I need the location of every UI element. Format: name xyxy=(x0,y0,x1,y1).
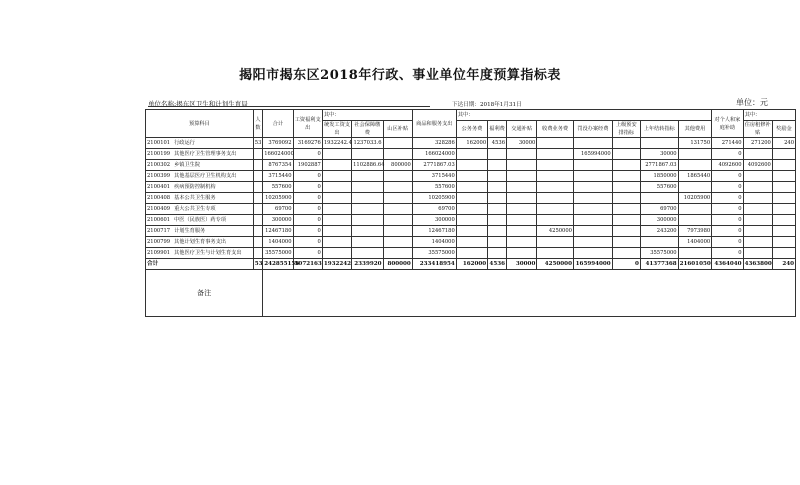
remarks-label: 备注 xyxy=(146,270,263,317)
cell-total: 166024000 xyxy=(263,149,293,160)
total-social: 2339920 xyxy=(352,259,383,270)
cell-wage: 0 xyxy=(293,248,322,259)
cell-special xyxy=(573,248,612,259)
cell-fee xyxy=(537,182,574,193)
cell-fee xyxy=(537,160,574,171)
table-body xyxy=(146,138,796,259)
table-row xyxy=(146,248,796,259)
row-subject xyxy=(146,248,254,259)
cell-other xyxy=(678,248,712,259)
cell-prev xyxy=(640,193,678,204)
cell-carryover xyxy=(612,149,640,160)
total-other: 21601050 xyxy=(678,259,712,270)
header-total: 合计 xyxy=(263,110,293,138)
cell-personal: 0 xyxy=(712,149,743,160)
cell-mountain: 800000 xyxy=(383,160,412,171)
cell-wage: 1902887 xyxy=(293,160,322,171)
total-wage: 5072163 xyxy=(293,259,322,270)
total-wage-basic: 1932242 xyxy=(322,259,351,270)
cell-transport xyxy=(507,215,537,226)
cell-award xyxy=(772,248,795,259)
row-name: 中医（民族医）药专项 xyxy=(174,216,226,223)
cell-total: 557600 xyxy=(263,182,293,193)
cell-special xyxy=(573,215,612,226)
cell-carryover xyxy=(612,171,640,182)
cell-special xyxy=(573,182,612,193)
cell-office xyxy=(456,226,487,237)
cell-social: 1237033.6 xyxy=(352,138,383,149)
cell-housing xyxy=(743,171,772,182)
cell-social xyxy=(352,182,383,193)
header-wage: 工资福利支出 xyxy=(293,110,322,138)
cell-award xyxy=(772,149,795,160)
header-transport: 交通补贴 xyxy=(507,121,537,138)
row-code: 2100799 xyxy=(147,238,171,245)
total-welfare: 4536 xyxy=(488,259,507,270)
total-goods: 233418954 xyxy=(412,259,456,270)
header-award: 奖励金 xyxy=(772,121,795,138)
row-code: 2100409 xyxy=(147,205,171,212)
cell-housing xyxy=(743,204,772,215)
table-row xyxy=(146,160,796,171)
cell-wage-basic xyxy=(322,149,351,160)
cell-welfare xyxy=(488,182,507,193)
cell-award: 240 xyxy=(772,138,795,149)
cell-wage: 0 xyxy=(293,149,322,160)
cell-carryover xyxy=(612,237,640,248)
row-code: 2100399 xyxy=(147,172,171,179)
total-row xyxy=(146,259,796,270)
cell-wage: 0 xyxy=(293,215,322,226)
cell-goods: 12467180 xyxy=(412,226,456,237)
cell-total: 69700 xyxy=(263,204,293,215)
total-office: 162000 xyxy=(456,259,487,270)
cell-welfare xyxy=(488,237,507,248)
table-row xyxy=(146,204,796,215)
cell-special xyxy=(573,204,612,215)
cell-welfare: 4536 xyxy=(488,138,507,149)
row-subject xyxy=(146,204,254,215)
cell-transport xyxy=(507,226,537,237)
cell-transport xyxy=(507,237,537,248)
cell-prev: 1850000 xyxy=(640,171,678,182)
cell-special xyxy=(573,193,612,204)
cell-fee xyxy=(537,204,574,215)
header-goods-sub: 其中： xyxy=(456,110,711,121)
cell-other xyxy=(678,160,712,171)
header-carryover: 上级预安排指标 xyxy=(612,121,640,138)
cell-award xyxy=(772,204,795,215)
cell-housing xyxy=(743,248,772,259)
unit-name-underline xyxy=(148,106,430,107)
cell-mountain xyxy=(383,138,412,149)
cell-wage-basic xyxy=(322,160,351,171)
cell-total: 1404000 xyxy=(263,237,293,248)
cell-wage-basic xyxy=(322,171,351,182)
cell-total: 8767354 xyxy=(263,160,293,171)
cell-prev xyxy=(640,237,678,248)
cell-housing xyxy=(743,237,772,248)
cell-wage-basic xyxy=(322,215,351,226)
row-name: 行政运行 xyxy=(174,139,195,146)
cell-goods: 3715440 xyxy=(412,171,456,182)
cell-transport xyxy=(507,193,537,204)
cell-transport xyxy=(507,204,537,215)
issue-date: 下达日期：2018年1月31日 xyxy=(452,102,522,108)
cell-other: 1404000 xyxy=(678,237,712,248)
total-people: 53 xyxy=(253,259,262,270)
cell-welfare xyxy=(488,215,507,226)
cell-wage: 0 xyxy=(293,182,322,193)
row-name: 其他基层医疗卫生机构支出 xyxy=(174,172,237,179)
cell-people xyxy=(253,204,262,215)
cell-office xyxy=(456,204,487,215)
cell-people xyxy=(253,226,262,237)
cell-carryover xyxy=(612,215,640,226)
cell-welfare xyxy=(488,149,507,160)
header-special: 罚没办案经费 xyxy=(573,121,612,138)
cell-goods: 166024000 xyxy=(412,149,456,160)
cell-wage: 0 xyxy=(293,237,322,248)
cell-special xyxy=(573,226,612,237)
cell-award xyxy=(772,193,795,204)
header-people: 人数 xyxy=(253,110,262,138)
row-subject xyxy=(146,182,254,193)
cell-welfare xyxy=(488,160,507,171)
cell-people xyxy=(253,160,262,171)
cell-personal: 0 xyxy=(712,237,743,248)
cell-other xyxy=(678,204,712,215)
cell-welfare xyxy=(488,171,507,182)
cell-transport xyxy=(507,171,537,182)
cell-housing xyxy=(743,215,772,226)
row-name: 计划生育服务 xyxy=(174,227,206,234)
cell-mountain xyxy=(383,237,412,248)
header-prev: 上年结转指标 xyxy=(640,121,678,138)
cell-welfare xyxy=(488,226,507,237)
cell-other: 7973980 xyxy=(678,226,712,237)
table-row xyxy=(146,226,796,237)
cell-personal: 0 xyxy=(712,182,743,193)
cell-total: 12467180 xyxy=(263,226,293,237)
header-subject: 预算科目 xyxy=(146,110,254,138)
cell-social xyxy=(352,237,383,248)
unit-label: 单位：元 xyxy=(736,98,768,107)
row-code: 2109901 xyxy=(147,249,171,256)
header-goods: 商品和服务支出 xyxy=(412,110,456,138)
cell-people xyxy=(253,171,262,182)
cell-personal: 0 xyxy=(712,226,743,237)
cell-transport xyxy=(507,160,537,171)
row-name: 其他计划生育事务支出 xyxy=(174,238,226,245)
row-code: 2100401 xyxy=(147,183,171,190)
cell-housing xyxy=(743,226,772,237)
cell-office xyxy=(456,193,487,204)
cell-other: 1865440 xyxy=(678,171,712,182)
cell-other xyxy=(678,182,712,193)
cell-wage-basic xyxy=(322,193,351,204)
cell-goods: 10205900 xyxy=(412,193,456,204)
row-subject xyxy=(146,215,254,226)
cell-fee xyxy=(537,248,574,259)
table-header xyxy=(146,110,796,138)
cell-special xyxy=(573,237,612,248)
total-personal: 4364040 xyxy=(712,259,743,270)
header-personal: 对个人和家庭补助 xyxy=(712,110,743,138)
cell-goods: 328286 xyxy=(412,138,456,149)
header-mountain: 山区补贴 xyxy=(383,121,412,138)
cell-carryover xyxy=(612,138,640,149)
cell-personal: 0 xyxy=(712,215,743,226)
cell-wage-basic xyxy=(322,204,351,215)
table-row xyxy=(146,237,796,248)
cell-special xyxy=(573,160,612,171)
cell-wage: 0 xyxy=(293,204,322,215)
budget-table xyxy=(145,109,796,317)
remarks-row xyxy=(146,270,796,317)
total-housing: 4363800 xyxy=(743,259,772,270)
cell-wage: 0 xyxy=(293,193,322,204)
cell-wage-basic xyxy=(322,182,351,193)
header-office: 公务务费 xyxy=(456,121,487,138)
unit-name: 单位名称:揭东区卫生和计划生育局 xyxy=(148,100,248,108)
cell-total: 3769092 xyxy=(263,138,293,149)
cell-special xyxy=(573,138,612,149)
cell-wage: 0 xyxy=(293,226,322,237)
cell-prev: 69700 xyxy=(640,204,678,215)
row-code: 2100199 xyxy=(147,150,171,157)
cell-mountain xyxy=(383,215,412,226)
cell-people: 53 xyxy=(253,138,262,149)
row-name: 其他医疗卫生管理事务支出 xyxy=(174,150,237,157)
cell-mountain xyxy=(383,171,412,182)
cell-social xyxy=(352,193,383,204)
total-carryover: 0 xyxy=(612,259,640,270)
cell-fee xyxy=(537,171,574,182)
cell-fee: 4250000 xyxy=(537,226,574,237)
table-row xyxy=(146,171,796,182)
row-name: 重大公共卫生专项 xyxy=(174,205,216,212)
cell-office xyxy=(456,149,487,160)
cell-carryover xyxy=(612,182,640,193)
cell-housing xyxy=(743,182,772,193)
cell-people xyxy=(253,182,262,193)
cell-total: 3715440 xyxy=(263,171,293,182)
cell-fee xyxy=(537,149,574,160)
cell-goods: 2771867.03 xyxy=(412,160,456,171)
cell-total: 300000 xyxy=(263,215,293,226)
row-subject xyxy=(146,237,254,248)
header-personal-sub: 其中： xyxy=(743,110,795,121)
cell-carryover xyxy=(612,226,640,237)
cell-total: 10205900 xyxy=(263,193,293,204)
cell-social xyxy=(352,149,383,160)
total-mountain: 800000 xyxy=(383,259,412,270)
cell-award xyxy=(772,171,795,182)
cell-people xyxy=(253,149,262,160)
cell-award xyxy=(772,226,795,237)
cell-welfare xyxy=(488,248,507,259)
header-wage-sub: 其中： xyxy=(322,110,412,121)
row-code: 2100408 xyxy=(147,194,171,201)
cell-award xyxy=(772,160,795,171)
row-name: 基本公共卫生服务 xyxy=(174,194,216,201)
cell-mountain xyxy=(383,226,412,237)
table-row xyxy=(146,215,796,226)
cell-wage-basic: 1932242.4 xyxy=(322,138,351,149)
cell-office xyxy=(456,160,487,171)
row-subject xyxy=(146,138,254,149)
cell-welfare xyxy=(488,193,507,204)
cell-prev: 557600 xyxy=(640,182,678,193)
row-name: 其他医疗卫生与计划生育支出 xyxy=(174,249,242,256)
cell-personal: 0 xyxy=(712,204,743,215)
cell-goods: 1404000 xyxy=(412,237,456,248)
row-name: 乡镇卫生院 xyxy=(174,161,201,168)
cell-personal: 271440 xyxy=(712,138,743,149)
cell-carryover xyxy=(612,193,640,204)
cell-social xyxy=(352,226,383,237)
cell-carryover xyxy=(612,160,640,171)
cell-award xyxy=(772,182,795,193)
cell-goods: 69700 xyxy=(412,204,456,215)
row-subject xyxy=(146,160,254,171)
cell-office xyxy=(456,237,487,248)
cell-other xyxy=(678,215,712,226)
cell-social xyxy=(352,248,383,259)
cell-mountain xyxy=(383,182,412,193)
table-row xyxy=(146,138,796,149)
cell-carryover xyxy=(612,248,640,259)
cell-wage: 0 xyxy=(293,171,322,182)
remarks-content xyxy=(263,270,796,317)
cell-housing xyxy=(743,149,772,160)
row-subject xyxy=(146,226,254,237)
cell-other xyxy=(678,149,712,160)
cell-housing: 4092600 xyxy=(743,160,772,171)
cell-total: 35575000 xyxy=(263,248,293,259)
cell-prev: 243200 xyxy=(640,226,678,237)
total-special: 165994000 xyxy=(573,259,612,270)
row-subject xyxy=(146,149,254,160)
cell-award xyxy=(772,215,795,226)
header-social: 社会保障缴费 xyxy=(352,121,383,138)
row-subject xyxy=(146,193,254,204)
cell-prev: 35575000 xyxy=(640,248,678,259)
table-row xyxy=(146,193,796,204)
cell-special: 165994000 xyxy=(573,149,612,160)
cell-transport xyxy=(507,182,537,193)
cell-mountain xyxy=(383,193,412,204)
cell-fee xyxy=(537,138,574,149)
cell-fee xyxy=(537,237,574,248)
row-code: 2100101 xyxy=(147,139,171,146)
cell-social xyxy=(352,215,383,226)
cell-people xyxy=(253,193,262,204)
cell-prev xyxy=(640,138,678,149)
header-fee: 收费业务费 xyxy=(537,121,574,138)
row-code: 2100302 xyxy=(147,161,171,168)
cell-prev: 2771867.03 xyxy=(640,160,678,171)
cell-housing: 271200 xyxy=(743,138,772,149)
page-title: 揭阳市揭东区2018年行政、事业单位年度预算指标表 xyxy=(239,68,561,83)
cell-carryover xyxy=(612,204,640,215)
cell-mountain xyxy=(383,204,412,215)
cell-transport xyxy=(507,149,537,160)
header-other: 其他费用 xyxy=(678,121,712,138)
total-fee: 4250000 xyxy=(537,259,574,270)
cell-social xyxy=(352,171,383,182)
cell-housing xyxy=(743,193,772,204)
cell-wage-basic xyxy=(322,237,351,248)
table-row xyxy=(146,182,796,193)
total-award: 240 xyxy=(772,259,795,270)
cell-goods: 300000 xyxy=(412,215,456,226)
cell-wage-basic xyxy=(322,226,351,237)
cell-social: 1102886.64 xyxy=(352,160,383,171)
cell-mountain xyxy=(383,149,412,160)
row-code: 2100717 xyxy=(147,227,171,234)
cell-office xyxy=(456,182,487,193)
cell-goods: 35575000 xyxy=(412,248,456,259)
cell-goods: 557600 xyxy=(412,182,456,193)
total-prev: 41377368 xyxy=(640,259,678,270)
cell-office xyxy=(456,248,487,259)
cell-office xyxy=(456,215,487,226)
cell-wage: 3169276 xyxy=(293,138,322,149)
cell-people xyxy=(253,237,262,248)
cell-other: 131750 xyxy=(678,138,712,149)
table-row xyxy=(146,149,796,160)
total-total: 242855156 xyxy=(263,259,293,270)
total-label: 合计 xyxy=(146,259,254,270)
header-wage-basic: 统发工资支出 xyxy=(324,122,350,136)
cell-mountain xyxy=(383,248,412,259)
header-housing: 住房租修补贴 xyxy=(744,122,771,136)
header-welfare: 福利费 xyxy=(488,121,507,138)
total-transport: 30000 xyxy=(507,259,537,270)
cell-award xyxy=(772,237,795,248)
row-name: 疾病预防控制机构 xyxy=(174,183,216,190)
cell-prev: 30000 xyxy=(640,149,678,160)
cell-fee xyxy=(537,193,574,204)
row-subject xyxy=(146,171,254,182)
cell-people xyxy=(253,215,262,226)
cell-transport xyxy=(507,248,537,259)
cell-fee xyxy=(537,215,574,226)
cell-office: 162000 xyxy=(456,138,487,149)
cell-transport: 30000 xyxy=(507,138,537,149)
cell-people xyxy=(253,248,262,259)
row-code: 2100601 xyxy=(147,216,171,223)
cell-wage-basic xyxy=(322,248,351,259)
cell-special xyxy=(573,171,612,182)
cell-personal: 4092600 xyxy=(712,160,743,171)
cell-personal: 0 xyxy=(712,248,743,259)
cell-personal: 0 xyxy=(712,171,743,182)
cell-prev: 300000 xyxy=(640,215,678,226)
cell-other: 10205900 xyxy=(678,193,712,204)
cell-welfare xyxy=(488,204,507,215)
cell-office xyxy=(456,171,487,182)
cell-personal: 0 xyxy=(712,193,743,204)
cell-social xyxy=(352,204,383,215)
